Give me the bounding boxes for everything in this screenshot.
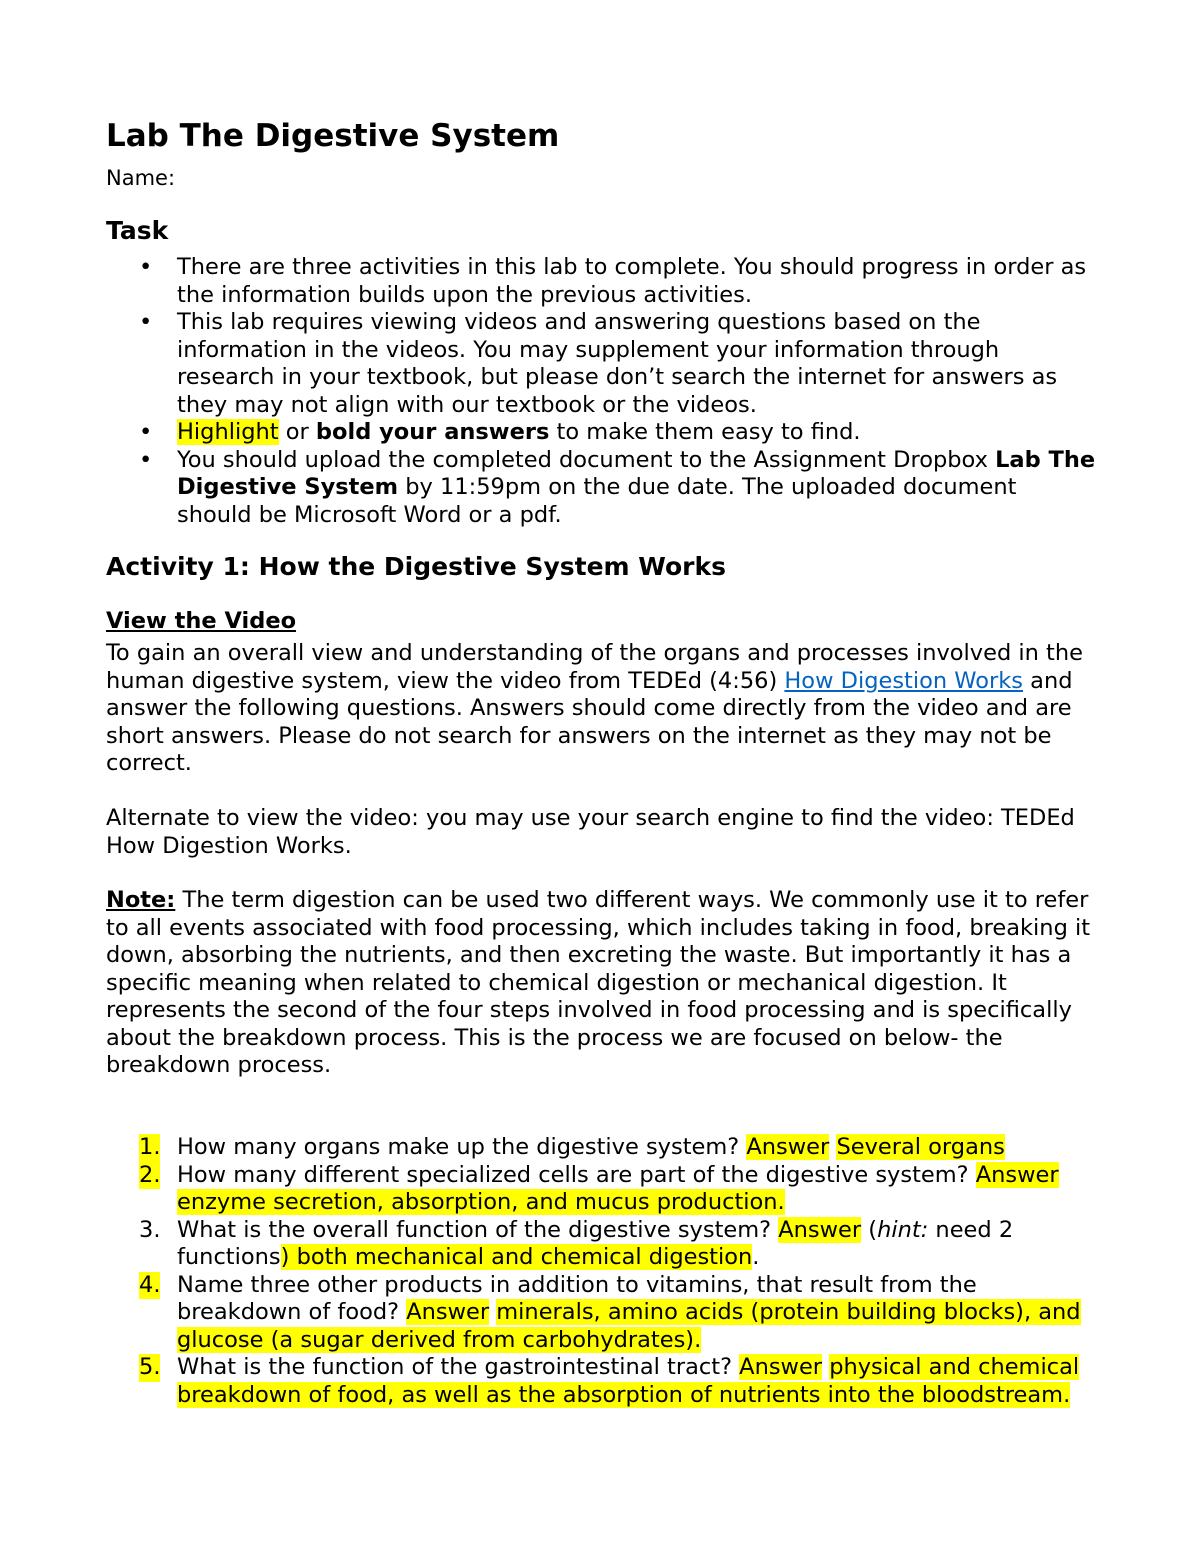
highlight-text: Highlight [177,419,279,445]
question-item: 2. How many different specialized cells are part of the digestive system? Answer enzyme secretion, absorption, and mucus production. [139,1161,1059,1215]
task-item: • This lab requires viewing videos and answering questions based on the information in the videos. You may supplement your information through research in your textbook, but please don’t search the internet for answers as they may not align with our textbook or the videos. [106,309,1096,419]
bold-text: bold your answers [315,419,550,445]
view-video-heading: View the Video [106,608,297,634]
question-list [106,1134,1096,1409]
alternate-paragraph: Alternate to view the video: you may use your search engine to find the video: TEDEd How Digestion Works. [106,805,1075,859]
page-title: Lab The Digestive System [106,118,560,154]
answer-label: Answer [739,1354,823,1380]
note-label: Note: [106,887,176,913]
question-item: 4. Name three other products in addition to vitamins, that result from the breakdown of food? Answer minerals, amino acids (protein building blocks), and glucose (a sugar derived from carbohydrates). [139,1271,1081,1353]
question-item: 5. What is the function of the gastrointestinal tract? Answer physical and chemical breakdown of food, as well as the absorption of nutrients into the bloodstream. [139,1354,1080,1408]
answer-text: both mechanical and chemical digestion [289,1244,753,1270]
lab-name-bold: Lab The Digestive System [177,446,1096,500]
task-list [106,254,1096,529]
video-link[interactable]: How Digestion Works [784,667,1024,694]
answer-text: physical and chemical breakdown of food, as well as the absorption of nutrients into the bloodstream. [177,1354,1080,1408]
answer-text: Several organs [836,1134,1005,1160]
answer-text: enzyme secretion, absorption, and mucus production. [177,1189,785,1215]
question-item: 1. How many organs make up the digestive system? Answer Several organs [139,1134,1005,1160]
name-label: Name: [106,166,176,190]
note-paragraph: Note: The term digestion can be used two different ways. We commonly use it to refer to all events associated with food processing, which includes taking in food, breaking it down, absorbing the nutrients, and then excreting the waste. But importantly it has a specific meaning when related to chemical digestion or mechanical digestion. It represents the second of the four steps involved in food processing and is specifically about the breakdown process. This is the process we are focused on below- the breakdown process. [106,887,1091,1078]
task-heading: Task [106,216,169,245]
intro-paragraph: To gain an overall view and understanding of the organs and processes involved in the human digestive system, view the video from TEDEd (4:56) How Digestion Works and answer the following questions. Answers should come directly from the video and are short answers. Please do not search for answers on the internet as they may not be correct. [106,640,1083,776]
answer-text: minerals, amino acids (protein building blocks), and glucose (a sugar derived from carbohydrates). [177,1299,1081,1353]
task-item: • There are three activities in this lab to complete. You should progress in order as the information builds upon the previous activities. [106,254,1096,309]
answer-label: Answer [746,1134,830,1160]
answer-label: Answer [406,1299,490,1325]
task-item: • You should upload the completed document to the Assignment Dropbox Lab The Digestive System by 11:59pm on the due date. The uploaded document should be Microsoft Word or a pdf. [106,447,1096,530]
activity-1-heading: Activity 1: How the Digestive System Works [106,552,726,581]
answer-label: Answer [778,1216,862,1243]
task-item: • Highlight or bold your answers to make them easy to find. [106,419,1096,447]
answer-label: Answer [975,1161,1059,1188]
question-item: 3. What is the overall function of the digestive system? Answer (hint: need 2 functions) both mechanical and chemical digestion. [139,1216,1014,1270]
